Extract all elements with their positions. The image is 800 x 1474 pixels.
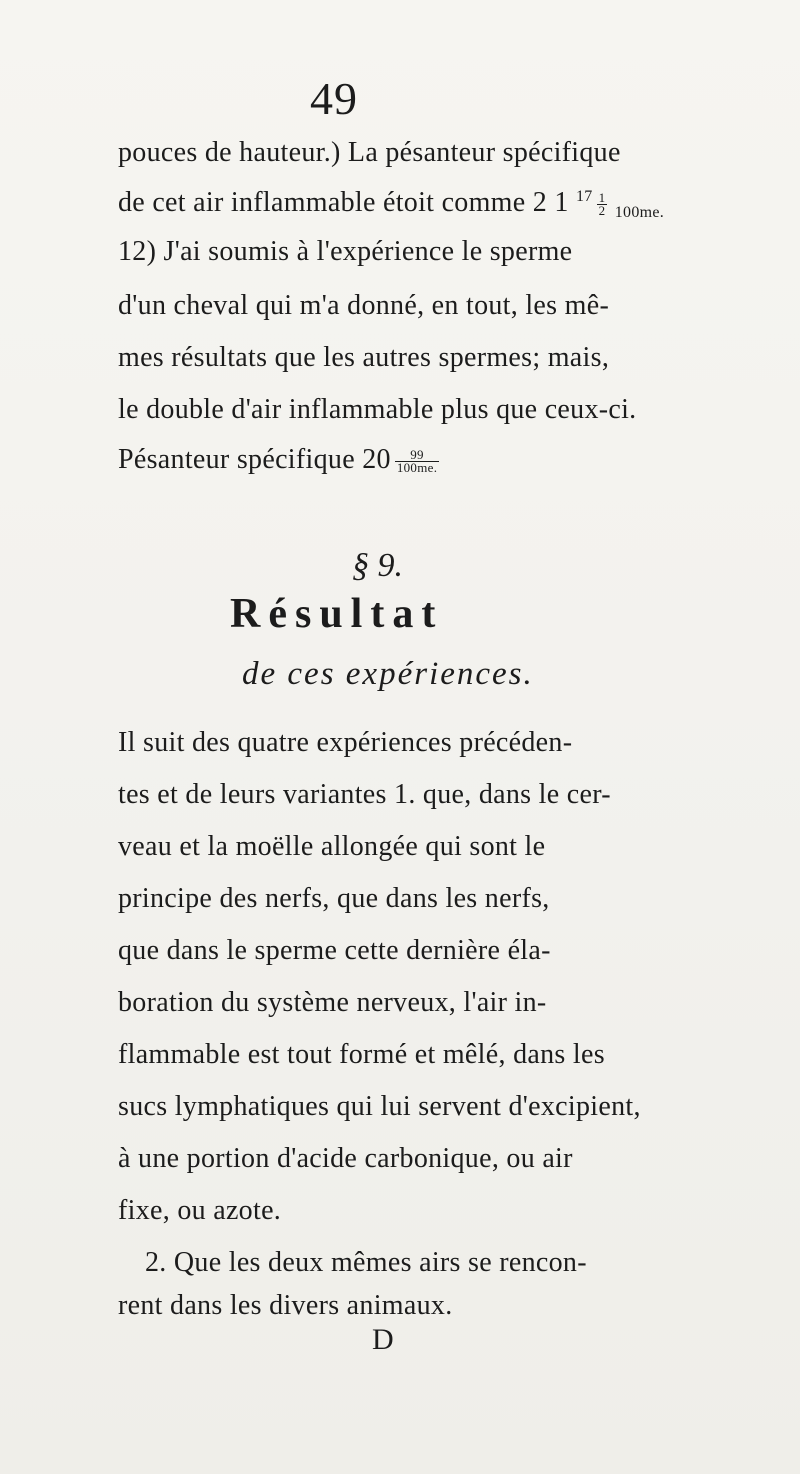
page-number: 49: [310, 73, 358, 124]
fraction-denominator: 2: [598, 203, 606, 219]
text-line-part: de cet air inflammable étoit comme 2 1: [118, 187, 569, 218]
text-line: boration du système nerveux, l'air in-: [118, 987, 547, 1018]
text-line: à une portion d'acide carbonique, ou air: [118, 1143, 573, 1174]
fraction-suffix: 100me.: [614, 204, 665, 221]
text-line: rent dans les divers animaux.: [118, 1290, 453, 1321]
fraction: [597, 192, 608, 217]
text-line: fixe, ou azote.: [118, 1195, 282, 1226]
fraction-denominator: 100me.: [396, 460, 438, 476]
text-line: pouces de hauteur.) La pésanteur spécifique: [118, 137, 621, 168]
fraction-whole: 17: [576, 188, 593, 205]
fraction-numerator: 99: [395, 449, 439, 462]
text-line: mes résultats que les autres spermes; mais,: [118, 342, 610, 373]
signature-mark: D: [372, 1323, 394, 1356]
text-line: veau et la moëlle allongée qui sont le: [118, 831, 546, 862]
text-line: sucs lymphatiques qui lui servent d'excipient,: [118, 1091, 641, 1122]
text-line: flammable est tout formé et mêlé, dans les: [118, 1039, 605, 1070]
text-line: le double d'air inflammable plus que ceux-ci.: [118, 394, 637, 425]
text-line: [118, 187, 664, 222]
text-line: principe des nerfs, que dans les nerfs,: [118, 883, 550, 914]
text-line-part: Pésanteur spécifique 20: [118, 444, 391, 475]
fraction: [395, 449, 439, 474]
fraction-numerator: 1: [598, 190, 606, 206]
text-line: 2. Que les deux mêmes airs se rencon-: [145, 1247, 587, 1278]
section-heading: Résultat: [230, 591, 444, 637]
text-line: 12) J'ai soumis à l'expérience le sperme: [118, 236, 573, 267]
text-line: que dans le sperme cette dernière éla-: [118, 935, 551, 966]
text-line: d'un cheval qui m'a donné, en tout, les mê-: [118, 290, 610, 321]
text-line: tes et de leurs variantes 1. que, dans le cer-: [118, 779, 611, 810]
section-subheading: de ces expériences.: [242, 656, 534, 692]
section-mark: § 9.: [352, 547, 403, 584]
text-line: Il suit des quatre expériences précéden-: [118, 727, 573, 758]
text-line: [118, 444, 439, 476]
